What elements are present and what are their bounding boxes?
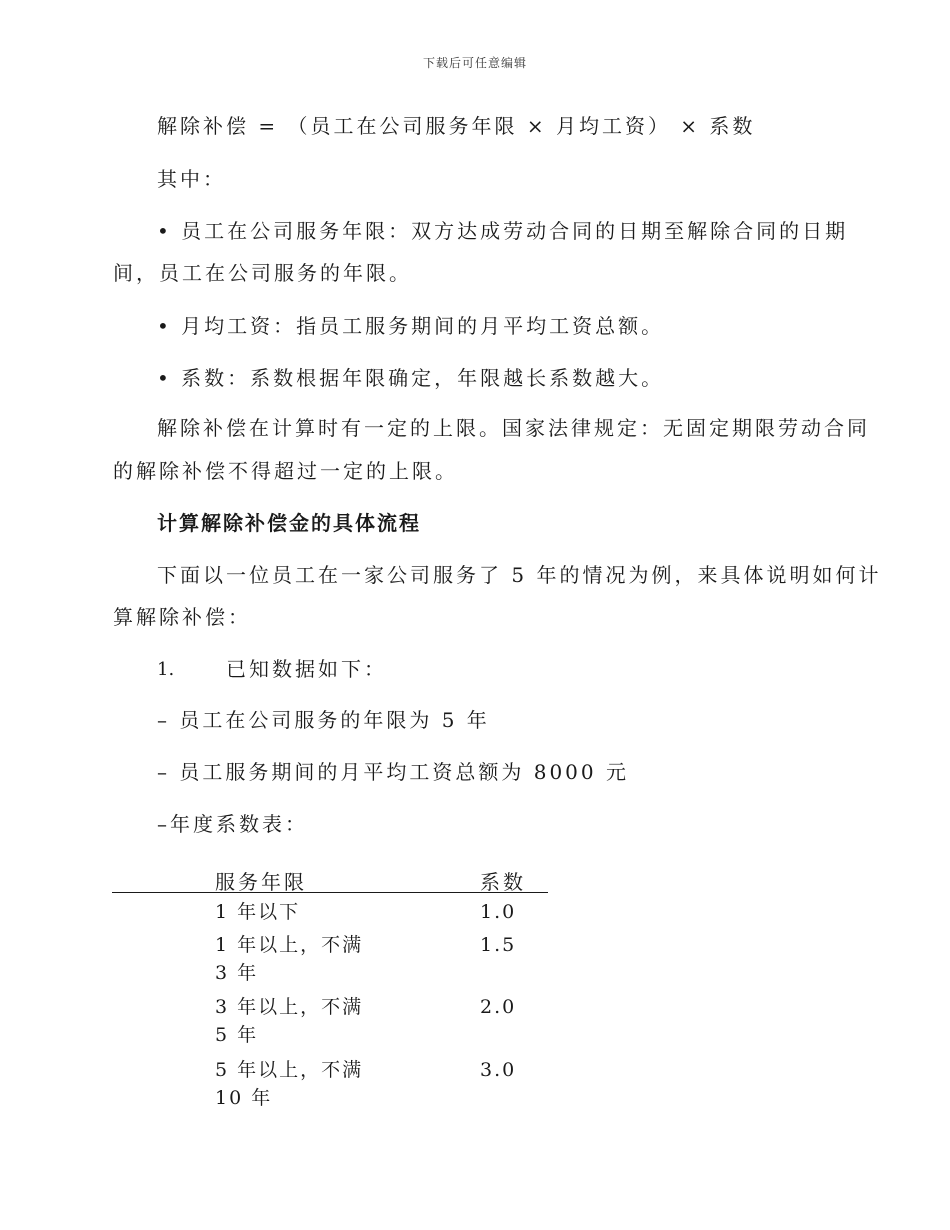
dash-item-table-label: –年度系数表： — [157, 812, 308, 836]
table-cell-years-row2-line1: 1 年以上，不满 — [215, 934, 364, 956]
limit-paragraph-line1: 解除补偿在计算时有一定的上限。国家法律规定：无固定期限劳动合同 — [157, 416, 870, 440]
table-header-coefficient: 系数 — [480, 870, 526, 894]
bullet-service-years-line2: 间，员工在公司服务的年限。 — [113, 261, 412, 285]
example-paragraph-line2: 算解除补偿： — [113, 605, 251, 629]
bullet-monthly-wage: • 月均工资：指员工服务期间的月平均工资总额。 — [157, 314, 665, 338]
limit-paragraph-line2: 的解除补偿不得超过一定的上限。 — [113, 459, 458, 483]
bullet-coefficient: • 系数：系数根据年限确定，年限越长系数越大。 — [157, 366, 665, 390]
table-cell-years-row3-line2: 5 年 — [215, 1024, 259, 1046]
example-paragraph-line1: 下面以一位员工在一家公司服务了 5 年的情况为例，来具体说明如何计 — [157, 563, 882, 587]
table-cell-coef-row3: 2.0 — [480, 996, 517, 1018]
page-header: 下载后可任意编辑 — [422, 56, 527, 70]
table-cell-coef-row2: 1.5 — [480, 934, 517, 956]
table-header-years: 服务年限 — [215, 870, 307, 894]
section-title: 计算解除补偿金的具体流程 — [157, 511, 421, 535]
list-item-text: 已知数据如下： — [226, 657, 387, 681]
table-cell-years-row2-line2: 3 年 — [215, 962, 259, 984]
table-cell-years-row4-line1: 5 年以上，不满 — [215, 1059, 364, 1081]
table-cell-coef-row4: 3.0 — [480, 1059, 517, 1081]
dash-item-years: – 员工在公司服务的年限为 5 年 — [157, 708, 490, 732]
formula-text: 解除补偿 = （员工在公司服务年限 × 月均工资） × 系数 — [157, 114, 756, 138]
table-cell-years-row1: 1 年以下 — [215, 901, 301, 923]
table-cell-years-row4-line2: 10 年 — [215, 1087, 273, 1109]
bullet-service-years-line1: • 员工在公司服务年限：双方达成劳动合同的日期至解除合同的日期 — [157, 219, 849, 243]
table-cell-coef-row1: 1.0 — [480, 901, 517, 923]
list-number: 1. — [157, 659, 175, 680]
dash-item-wage: – 员工服务期间的月平均工资总额为 8000 元 — [157, 760, 629, 784]
table-header-rule — [112, 892, 548, 893]
where-label: 其中： — [157, 167, 226, 191]
table-cell-years-row3-line1: 3 年以上，不满 — [215, 996, 364, 1018]
